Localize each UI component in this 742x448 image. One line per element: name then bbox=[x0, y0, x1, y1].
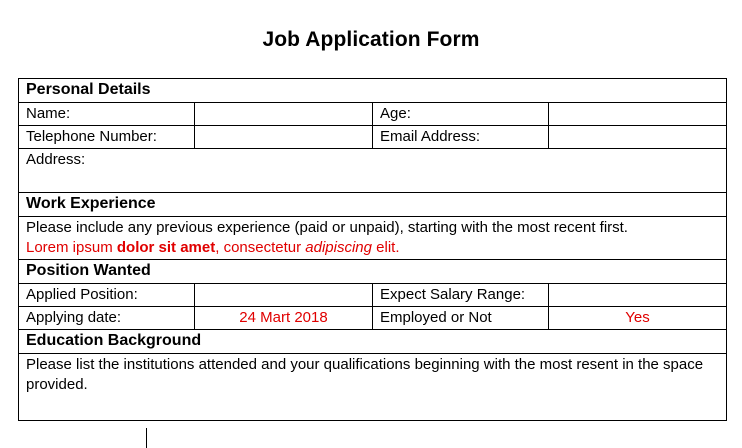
sample-text-part: , consectetur bbox=[215, 239, 306, 256]
salary-range-field[interactable] bbox=[549, 284, 727, 307]
age-label: Age: bbox=[373, 103, 549, 126]
form-title: Job Application Form bbox=[262, 28, 480, 51]
position-wanted-heading: Position Wanted bbox=[19, 260, 727, 284]
address-row bbox=[19, 149, 727, 193]
sample-text-part: Lorem ipsum bbox=[26, 239, 117, 256]
salary-range-label: Expect Salary Range: bbox=[373, 284, 549, 307]
position-salary-row bbox=[19, 284, 727, 307]
personal-details-header-row bbox=[19, 79, 727, 103]
work-experience-field[interactable] bbox=[19, 217, 727, 260]
table-border-line bbox=[146, 428, 147, 448]
address-label: Address: bbox=[26, 151, 86, 168]
work-experience-row bbox=[19, 217, 727, 260]
telephone-label: Telephone Number: bbox=[19, 126, 195, 149]
education-field[interactable] bbox=[19, 354, 727, 421]
education-header-row bbox=[19, 330, 727, 354]
name-field[interactable] bbox=[195, 103, 373, 126]
work-experience-instruction: Please include any previous experience (paid or unpaid), starting with the most recent first. bbox=[26, 219, 628, 236]
personal-details-heading: Personal Details bbox=[19, 79, 727, 103]
work-experience-heading: Work Experience bbox=[19, 193, 727, 217]
telephone-field[interactable] bbox=[195, 126, 373, 149]
education-row bbox=[19, 354, 727, 421]
applied-position-field[interactable] bbox=[195, 284, 373, 307]
age-field[interactable] bbox=[549, 103, 727, 126]
work-experience-sample-text bbox=[26, 238, 719, 258]
sample-text-part: elit. bbox=[372, 239, 400, 256]
address-field[interactable] bbox=[19, 149, 727, 193]
email-label: Email Address: bbox=[373, 126, 549, 149]
email-field[interactable] bbox=[549, 126, 727, 149]
sample-text-bold: dolor sit amet bbox=[116, 239, 216, 256]
name-label: Name: bbox=[19, 103, 195, 126]
applying-date-field[interactable]: 24 Mart 2018 bbox=[195, 307, 373, 330]
sample-text-italic: adipiscing bbox=[305, 239, 372, 256]
employed-label: Employed or Not bbox=[373, 307, 549, 330]
phone-email-row bbox=[19, 126, 727, 149]
application-form-table bbox=[18, 78, 727, 421]
work-experience-header-row bbox=[19, 193, 727, 217]
name-age-row bbox=[19, 103, 727, 126]
education-heading: Education Background bbox=[19, 330, 727, 354]
applied-position-label: Applied Position: bbox=[19, 284, 195, 307]
position-wanted-header-row bbox=[19, 260, 727, 284]
employed-field[interactable]: Yes bbox=[549, 307, 727, 330]
date-employment-row bbox=[19, 307, 727, 330]
education-instruction: Please list the institutions attended and your qualifications beginning with the most resent in the space provided. bbox=[26, 356, 704, 393]
applying-date-label: Applying date: bbox=[19, 307, 195, 330]
